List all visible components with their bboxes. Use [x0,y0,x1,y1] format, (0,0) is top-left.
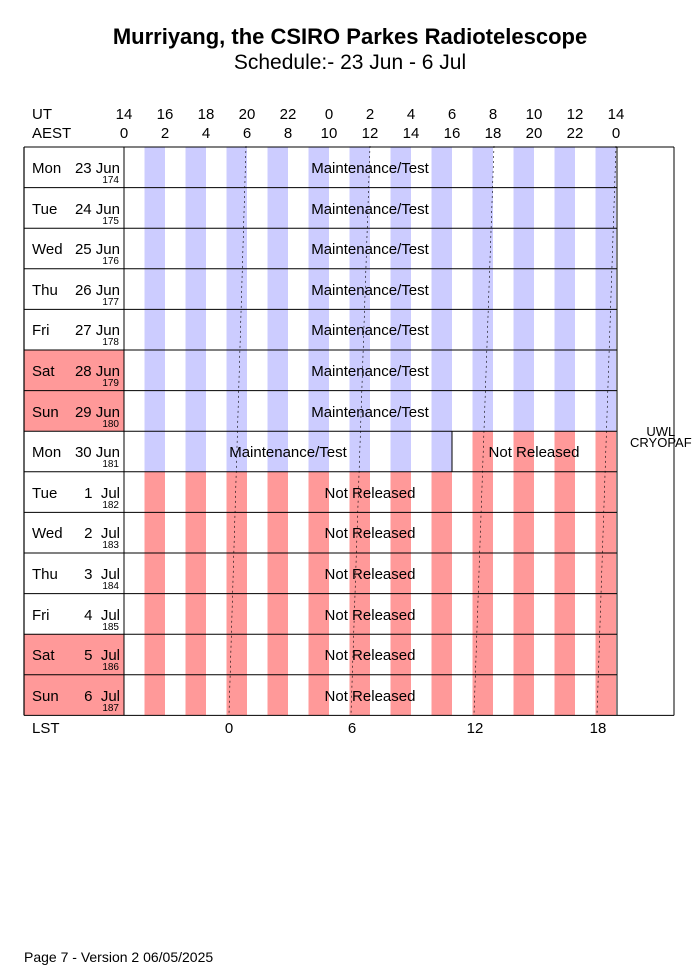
day-date: 4 Jul [84,606,120,624]
day-date: 24 Jun [74,200,120,218]
ut-hour-label: 20 [238,106,256,123]
day-cell [24,350,124,391]
day-cell [24,472,124,513]
ut-hour-label: 8 [488,106,498,123]
lst-label: LST [32,720,60,737]
day-of-year: 185 [102,621,119,633]
side-note-line2: CRYOPAF [630,435,692,450]
not-released-block-label: Not Released [324,687,416,705]
aest-hour-label: 20 [525,125,543,142]
day-cell [24,228,124,269]
ut-hour-label: 12 [566,106,584,123]
side-note-line1: UWL [646,424,676,439]
aest-hour-label: 22 [566,125,584,142]
day-of-year: 182 [102,499,119,511]
day-cell [24,634,124,675]
day-name: Wed [32,525,63,543]
day-of-year: 176 [102,256,119,268]
aest-hour-label: 2 [160,125,170,142]
aest-hour-label: 16 [443,125,461,142]
aest-hour-label: 12 [361,125,379,142]
ut-hour-label: 14 [607,106,625,123]
day-cell [24,431,124,472]
side-note [630,426,692,448]
day-of-year: 181 [102,459,119,471]
not-released-block-label: Not Released [324,525,416,543]
day-of-year: 177 [102,296,119,308]
ut-hour-label: 0 [324,106,334,123]
schedule-subtitle: Schedule:- 23 Jun - 6 Jul [233,51,467,74]
day-date: 27 Jun [74,322,120,340]
aest-hour-label: 18 [484,125,502,142]
not-released-block-label: Not Released [324,566,416,583]
day-of-year: 187 [102,702,119,714]
aest-hour-label: 0 [119,125,129,142]
day-of-year: 184 [102,581,119,592]
aest-hour-label: 8 [283,125,293,142]
ut-hour-label: 4 [406,106,416,123]
day-of-year: 186 [102,662,119,674]
day-cell [24,269,124,310]
maintenance-block-label: Maintenance/Test [311,363,429,380]
aest-label: AEST [32,125,72,142]
day-name: Thu [32,566,58,583]
day-name: Fri [32,606,50,624]
day-cell [24,512,124,553]
day-date: 3 Jul [84,566,120,583]
aest-hour-label: 10 [320,125,338,142]
day-of-year: 179 [102,378,119,389]
maintenance-block-label: Maintenance/Test [311,200,429,218]
day-date: 6 Jul [84,687,120,705]
not-released-block-label: Not Released [488,444,580,462]
day-cell [24,188,124,229]
aest-hour-label: 0 [611,125,621,142]
ut-label: UT [32,106,52,123]
page-footer: Page 7 - Version 2 06/05/2025 [24,949,214,965]
lst-tick-label: 18 [589,720,607,737]
ut-hour-label: 6 [447,106,457,123]
maintenance-block-label: Maintenance/Test [311,322,429,340]
maintenance-block-label: Maintenance/Test [311,403,429,421]
lst-tick-label: 12 [466,720,484,737]
day-of-year: 175 [102,215,119,227]
day-name: Mon [32,160,62,177]
maintenance-block-label: Maintenance/Test [311,281,429,299]
day-name: Fri [32,322,50,340]
day-date: 26 Jun [74,281,120,299]
day-cell [24,553,124,594]
page-title: Murriyang, the CSIRO Parkes Radiotelescope [112,24,588,49]
lst-tick-label: 6 [347,720,357,737]
day-cell [24,594,124,635]
aest-hour-label: 14 [402,125,420,142]
maintenance-block-label: Maintenance/Test [229,444,347,462]
ut-hour-label: 2 [365,106,375,123]
day-date: 29 Jun [74,403,120,421]
day-cell [24,675,124,716]
day-cell [24,147,124,188]
ut-hour-label: 10 [525,106,543,123]
not-released-block-label: Not Released [324,606,416,624]
maintenance-block-label: Maintenance/Test [311,241,429,259]
ut-hour-label: 14 [115,106,133,123]
day-date: 5 Jul [84,647,120,665]
aest-hour-label: 6 [242,125,252,142]
day-of-year: 183 [102,540,119,552]
day-name: Tue [32,484,58,502]
day-name: Wed [32,241,63,259]
day-name: Sat [32,363,55,380]
not-released-block-label: Not Released [324,647,416,665]
lst-tick-label: 0 [224,720,234,737]
day-of-year: 174 [102,175,119,186]
day-name: Sun [32,687,59,705]
ut-hour-label: 18 [197,106,215,123]
not-released-block-label: Not Released [324,484,416,502]
day-of-year: 180 [102,418,119,430]
day-name: Thu [32,281,58,299]
day-name: Tue [32,200,58,218]
day-date: 25 Jun [74,241,120,259]
day-cell [24,309,124,350]
day-date: 30 Jun [74,444,120,462]
aest-hour-label: 4 [201,125,211,142]
day-date: 28 Jun [74,363,120,380]
day-name: Mon [32,444,62,462]
maintenance-block-label: Maintenance/Test [311,160,429,177]
ut-hour-label: 22 [279,106,297,123]
day-cell [24,391,124,432]
day-of-year: 178 [102,337,119,349]
day-date: 1 Jul [84,484,120,502]
day-name: Sat [32,647,55,665]
day-name: Sun [32,403,59,421]
ut-hour-label: 16 [156,106,174,123]
day-date: 23 Jun [74,160,120,177]
day-date: 2 Jul [84,525,120,543]
